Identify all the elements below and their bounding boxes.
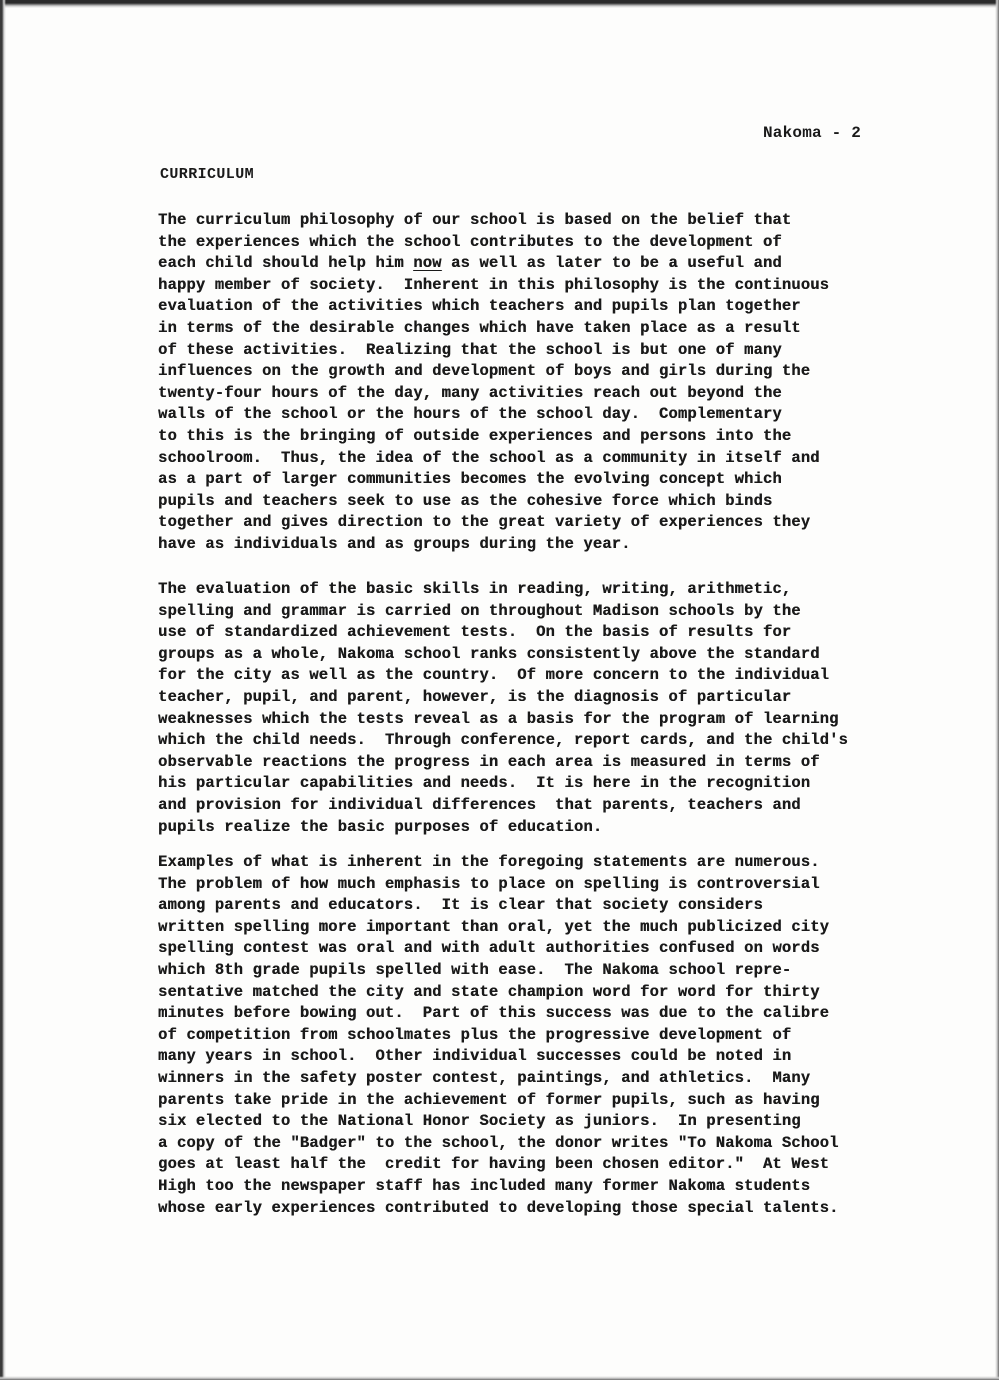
paragraph-line: which the child needs. Through conference, report cards, and the child's: [158, 731, 848, 750]
paragraph-line: spelling contest was oral and with adult authorities confused on words: [158, 939, 820, 958]
paragraph-line: influences on the growth and development of boys and girls during the: [158, 362, 811, 381]
paragraph-line: The curriculum philosophy of our school is based on the belief that: [158, 211, 792, 229]
paragraph-line: a copy of the "Badger" to the school, the donor writes "To Nakoma School: [158, 1133, 839, 1152]
paragraph-line: parents take pride in the achievement of former pupils, such as having: [158, 1090, 820, 1109]
paragraph-line: six elected to the National Honor Society as juniors. In presenting: [158, 1112, 801, 1131]
paragraph-line: schoolroom. Thus, the idea of the school as a community in itself and: [158, 448, 820, 467]
paragraph-line: teacher, pupil, and parent, however, is the diagnosis of particular: [158, 687, 792, 706]
paragraph-line: evaluation of the activities which teachers and pupils plan together: [158, 297, 801, 316]
paragraph-line: use of standardized achievement tests. On the basis of results for: [158, 623, 792, 642]
scan-edge-left: [0, 0, 6, 1380]
paragraph-line: goes at least half the credit for having been chosen editor." At West: [158, 1155, 830, 1174]
paragraph-line: spelling and grammar is carried on throughout Madison schools by the: [158, 601, 801, 620]
paragraph-line: walls of the school or the hours of the school day. Complementary: [158, 405, 782, 424]
paragraph-line: his particular capabilities and needs. It is here in the recognition: [158, 774, 811, 793]
paragraph-line: have as individuals and as groups during the year.: [158, 534, 631, 553]
paragraph-examples: [158, 852, 839, 1219]
paragraph-line: of these activities. Realizing that the school is but one of many: [158, 340, 782, 359]
paragraph-line: High too the newspaper staff has included many former Nakoma students: [158, 1176, 811, 1195]
underlined-word: now: [413, 254, 442, 273]
paragraph-line: among parents and educators. It is clear that society considers: [158, 896, 763, 915]
paragraph-line: as a part of larger communities becomes the evolving concept which: [158, 470, 782, 489]
paragraph-line: groups as a whole, Nakoma school ranks consistently above the standard: [158, 644, 820, 663]
paragraph-line: Examples of what is inherent in the foregoing statements are numerous.: [158, 853, 820, 871]
paragraph-line: which 8th grade pupils spelled with ease. The Nakoma school repre-: [158, 960, 792, 979]
paragraph-curriculum-philosophy: [158, 210, 829, 556]
paragraph-line: together and gives direction to the great variety of experiences they: [158, 513, 811, 532]
paragraph-line: and provision for individual differences that parents, teachers and: [158, 795, 801, 814]
scan-edge-bottom: [0, 1376, 999, 1380]
paragraph-line: The evaluation of the basic skills in reading, writing, arithmetic,: [158, 580, 792, 598]
paragraph-line: each child should help him now as well as later to be a useful and: [158, 254, 782, 273]
paragraph-line: of competition from schoolmates plus the progressive development of: [158, 1025, 792, 1044]
paragraph-line: observable reactions the progress in each area is measured in terms of: [158, 752, 820, 771]
paragraph-line: winners in the safety poster contest, paintings, and athletics. Many: [158, 1068, 811, 1087]
paragraph-line: for the city as well as the country. Of more concern to the individual: [158, 666, 830, 685]
section-title: CURRICULUM: [160, 166, 255, 183]
paragraph-line: the experiences which the school contributes to the development of: [158, 232, 782, 251]
paragraph-line: The problem of how much emphasis to place on spelling is controversial: [158, 874, 820, 893]
paragraph-line: in terms of the desirable changes which have taken place as a result: [158, 318, 801, 337]
paragraph-line: to this is the bringing of outside experiences and persons into the: [158, 426, 792, 445]
paragraph-line: written spelling more important than oral, yet the much publicized city: [158, 917, 830, 936]
paragraph-line: sentative matched the city and state champion word for word for thirty: [158, 982, 820, 1001]
page-header: Nakoma - 2: [763, 124, 862, 142]
paragraph-line: pupils realize the basic purposes of education.: [158, 817, 603, 836]
scan-edge-top: [0, 0, 999, 8]
paragraph-line: pupils and teachers seek to use as the cohesive force which binds: [158, 491, 773, 510]
paragraph-line: twenty-four hours of the day, many activities reach out beyond the: [158, 383, 782, 402]
paragraph-line: whose early experiences contributed to developing those special talents.: [158, 1198, 839, 1217]
paragraph-line: minutes before bowing out. Part of this success was due to the calibre: [158, 1004, 830, 1023]
paragraph-line: happy member of society. Inherent in this philosophy is the continuous: [158, 275, 830, 294]
scan-edge-right: [995, 0, 999, 1380]
paragraph-line: weaknesses which the tests reveal as a basis for the program of learning: [158, 709, 839, 728]
paragraph-basic-skills: [158, 579, 848, 838]
paragraph-line: many years in school. Other individual successes could be noted in: [158, 1047, 792, 1066]
